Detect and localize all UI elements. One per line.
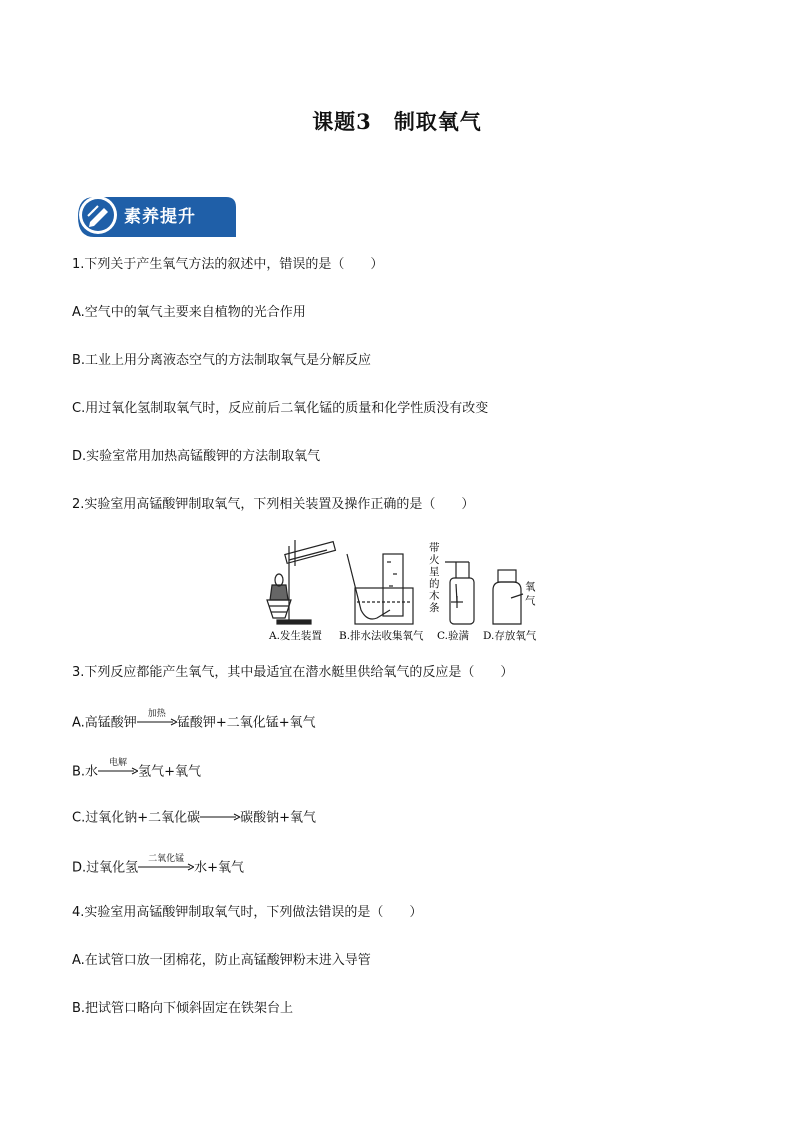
gas-label-2: 气 [525,595,536,607]
option-c-products: 碳酸钠+氧气 [240,810,317,826]
lesson-name: 制取氧气 [393,109,482,134]
splint-label-5: 木 [429,590,440,602]
section-banner [76,193,236,237]
splint-label-3: 星 [429,566,440,578]
option-b-reactant: B.水 [72,764,99,780]
apparatus-drawing [257,540,541,644]
question-1-stem: 1.下列关于产生氧气方法的叙述中，错误的是（ ） [72,257,384,272]
option-d-products: 水+氧气 [194,860,245,876]
question-1-option-b: B.工业上用分离液态空气的方法制取氧气是分解反应 [72,353,372,368]
reaction-condition: 二氧化锰 [148,854,185,864]
gas-label-1: 氧 [525,581,536,593]
option-a-products: 锰酸钾+二氧化锰+氧气 [176,715,316,731]
caption-d: D.存放氧气 [483,630,537,642]
reaction-condition: 加热 [147,709,166,719]
question-3-option-d [72,854,245,878]
question-1-option-c: C.用过氧化氢制取氧气时，反应前后二氧化锰的质量和化学性质没有改变 [72,401,489,416]
pencil-icon [84,200,114,230]
reaction-arrow [98,758,138,781]
option-a-reactant: A.高锰酸钾 [72,715,137,731]
banner-label: 素养提升 [124,207,196,227]
caption-b: B.排水法收集氧气 [339,630,424,642]
question-1-option-a: A.空气中的氧气主要来自植物的光合作用 [72,305,306,320]
question-3-option-a [72,709,316,733]
option-d-reactant: D.过氧化氢 [72,860,139,876]
reaction-condition: 电解 [109,758,128,768]
option-c-reactant: C.过氧化钠+二氧化碳 [72,810,201,826]
apparatus-figure [257,540,541,644]
page-title [0,106,794,136]
splint-label-6: 条 [429,602,440,614]
reaction-arrow [138,854,194,877]
splint-label-2: 火 [429,554,440,566]
question-3-option-b [72,758,201,782]
question-2-stem: 2.实验室用高锰酸钾制取氧气，下列相关装置及操作正确的是（ ） [72,497,475,512]
question-1-option-d: D.实验室常用加热高锰酸钾的方法制取氧气 [72,449,321,464]
question-3-option-c [72,809,316,828]
question-4-option-b: B.把试管口略向下倾斜固定在铁架台上 [72,1001,294,1016]
reaction-arrow [200,809,240,827]
splint-label-4: 的 [429,578,440,590]
caption-a: A.发生装置 [269,630,322,642]
question-4-option-a: A.在试管口放一团棉花，防止高锰酸钾粉末进入导管 [72,953,371,968]
lesson-number: 课题3 [312,109,372,134]
splint-label-1: 带 [429,542,440,554]
caption-c: C.验满 [437,630,469,642]
question-3-stem: 3.下列反应都能产生氧气，其中最适宜在潜水艇里供给氧气的反应是（ ） [72,665,514,680]
reaction-arrow [137,709,177,732]
option-b-products: 氢气+氧气 [138,764,201,780]
question-4-stem: 4.实验室用高锰酸钾制取氧气时，下列做法错误的是（ ） [72,905,423,920]
